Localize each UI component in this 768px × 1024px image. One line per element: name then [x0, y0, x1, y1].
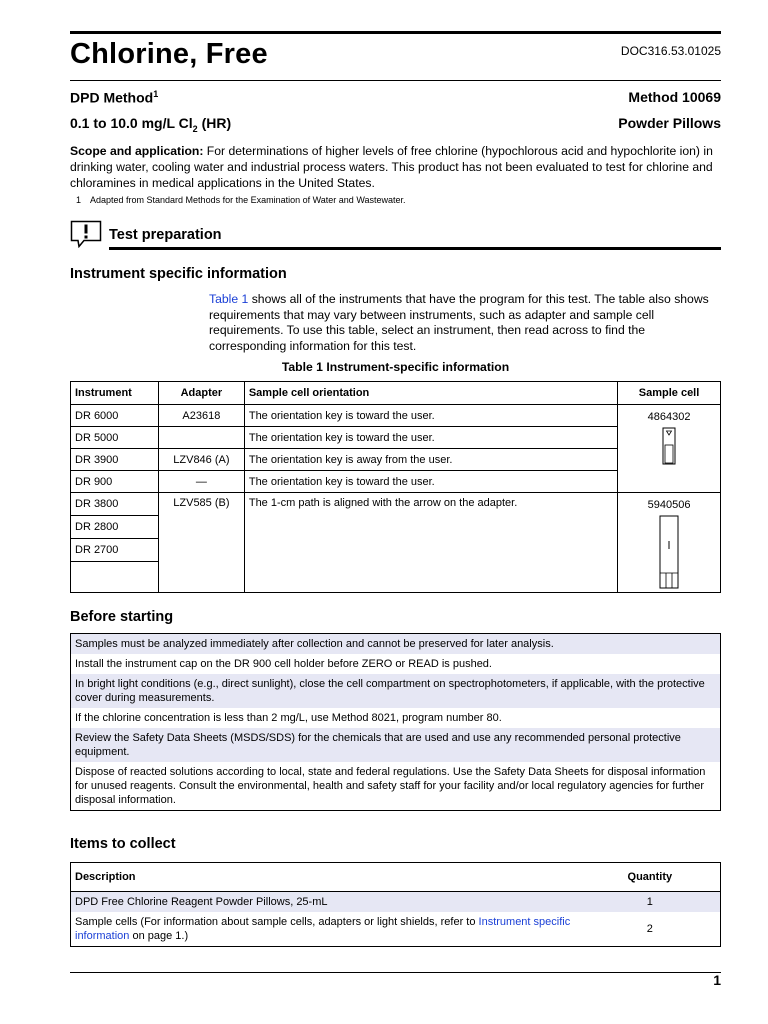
title-underline — [70, 80, 721, 81]
column-header: Instrument — [71, 382, 159, 405]
item-description — [71, 912, 580, 947]
table-row — [71, 912, 721, 947]
items-to-collect-heading: Items to collect — [70, 836, 176, 852]
list-item — [71, 674, 721, 708]
column-header: Sample cell — [618, 382, 721, 405]
range-suffix: (HR) — [197, 115, 232, 131]
sample-cell-number: 4864302 — [647, 411, 691, 423]
section-rule — [109, 247, 721, 250]
orientation-cell: The orientation key is toward the user. — [244, 471, 617, 493]
test-preparation-heading: Test preparation — [109, 227, 222, 243]
column-header: Adapter — [158, 382, 244, 405]
item-quantity: 1 — [580, 892, 721, 913]
range-row — [70, 115, 721, 134]
sample-cell-2 — [618, 493, 721, 593]
before-starting-item: Review the Safety Data Sheets (MSDS/SDS) for the chemicals that are used and use any recommended personal protective equipment. — [71, 728, 721, 762]
page-number: 1 — [713, 972, 721, 988]
scope-text: For determinations of higher levels of free chlorine (hypochlorous acid and hypochlorite ion) in drinking water, cooling water and industrial process waters. This product has not been evaluated to test for chlorine and chloramines in medical applications in the United States. — [70, 144, 713, 190]
footer-rule — [70, 972, 721, 973]
instrument-cell: DR 2800 — [71, 515, 159, 538]
sample-cell-number: 5940506 — [647, 499, 691, 511]
list-item — [71, 708, 721, 728]
list-item — [71, 654, 721, 674]
orientation-cell: The orientation key is toward the user. — [244, 405, 617, 427]
before-starting-item: If the chlorine concentration is less than 2 mg/L, use Method 8021, program number 80. — [75, 712, 502, 724]
scope-label: Scope and application: — [70, 144, 204, 158]
before-starting-item: Dispose of reacted solutions according to local, state and federal regulations. Use the Safety Data Sheets for disposal information for unused reagents. Consult the environmental, health and safety staff for your facility and/or local regulatory agencies for further disposal information. — [75, 766, 706, 806]
instrument-cell: DR 3800 — [71, 493, 159, 516]
instrument-table — [70, 381, 721, 593]
test-preparation-header — [70, 220, 721, 250]
instrument-info-link[interactable]: Instrument specific information — [75, 916, 571, 942]
before-starting-item: Install the instrument cap on the DR 900 cell holder before ZERO or READ is pushed. — [75, 658, 492, 670]
list-item — [71, 728, 721, 762]
range-subscript: 2 — [192, 123, 198, 134]
orientation-cell: The orientation key is toward the user. — [244, 427, 617, 449]
empty-cell — [71, 561, 159, 592]
adapter-cell: LZV846 (A) — [158, 449, 244, 471]
before-starting-box — [70, 633, 721, 811]
document-number: DOC316.53.01025 — [620, 44, 721, 58]
orientation-cell: The 1-cm path is aligned with the arrow on the adapter. — [244, 493, 617, 593]
method-name: DPD Method — [70, 89, 154, 106]
instrument-cell: DR 6000 — [71, 405, 159, 427]
instrument-cell: DR 900 — [71, 471, 159, 493]
reagent-format: Powder Pillows — [618, 115, 721, 131]
item-description-text: Sample cells (For information about sample cells, adapters or light shields, refer to — [75, 916, 479, 928]
instrument-intro-text: shows all of the instruments that have the program for this test. The table also shows requirements that may vary between instruments, such as adapter and sample cell requirements. To use this table, select an instrument, then read across to find the corresponding information for this test. — [209, 292, 709, 353]
adapter-cell: LZV585 (B) — [158, 493, 244, 593]
instrument-cell: DR 3900 — [71, 449, 159, 471]
column-header: Sample cell orientation — [244, 382, 617, 405]
orientation-cell: The orientation key is away from the user. — [244, 449, 617, 471]
table-header-row — [71, 863, 721, 892]
instrument-cell: DR 5000 — [71, 427, 159, 449]
footnote — [76, 195, 406, 205]
list-item — [71, 634, 721, 655]
top-rule — [70, 31, 721, 34]
table-row — [71, 405, 721, 427]
table-row — [71, 493, 721, 516]
method-row — [70, 89, 721, 106]
items-to-collect-table — [70, 862, 721, 947]
before-starting-item: Samples must be analyzed immediately after collection and cannot be preserved for later analysis. — [71, 634, 721, 655]
sample-cell-1 — [618, 405, 721, 493]
before-starting-item: In bright light conditions (e.g., direct sunlight), close the cell compartment on spectrophotometers, if applicable, with the protective cover during measurements. — [71, 674, 721, 708]
instrument-intro — [209, 292, 721, 354]
instrument-cell: DR 2700 — [71, 538, 159, 561]
square-sample-cell-icon — [658, 427, 680, 465]
table-header-row — [71, 382, 721, 405]
method-number: Method 10069 — [628, 89, 721, 105]
list-item — [71, 762, 721, 811]
quantity-header: Quantity — [627, 871, 673, 883]
instrument-info-heading: Instrument specific information — [70, 266, 287, 282]
scope-paragraph — [70, 143, 721, 191]
adapter-cell: A23618 — [158, 405, 244, 427]
table1-link[interactable]: Table 1 — [209, 292, 249, 306]
rectangular-sample-cell-icon — [657, 515, 681, 589]
footnote-text: Adapted from Standard Methods for the Examination of Water and Wastewater. — [90, 195, 406, 205]
item-description-text-end: on page 1.) — [129, 930, 189, 942]
table-caption: Table 1 Instrument-specific information — [281, 360, 510, 374]
document-title: Chlorine, Free — [70, 38, 268, 70]
range-prefix: 0.1 to 10.0 mg/L Cl — [70, 115, 193, 131]
adapter-cell: — — [158, 471, 244, 493]
footnote-number: 1 — [76, 195, 82, 205]
item-description: DPD Free Chlorine Reagent Powder Pillows, 25-mL — [71, 892, 580, 913]
method-footnote-ref: 1 — [153, 89, 159, 99]
table-row — [71, 892, 721, 913]
item-quantity: 2 — [646, 923, 653, 935]
description-header: Description — [75, 871, 136, 883]
adapter-cell — [158, 427, 244, 449]
caution-note-icon — [70, 220, 102, 248]
before-starting-heading: Before starting — [70, 609, 174, 625]
